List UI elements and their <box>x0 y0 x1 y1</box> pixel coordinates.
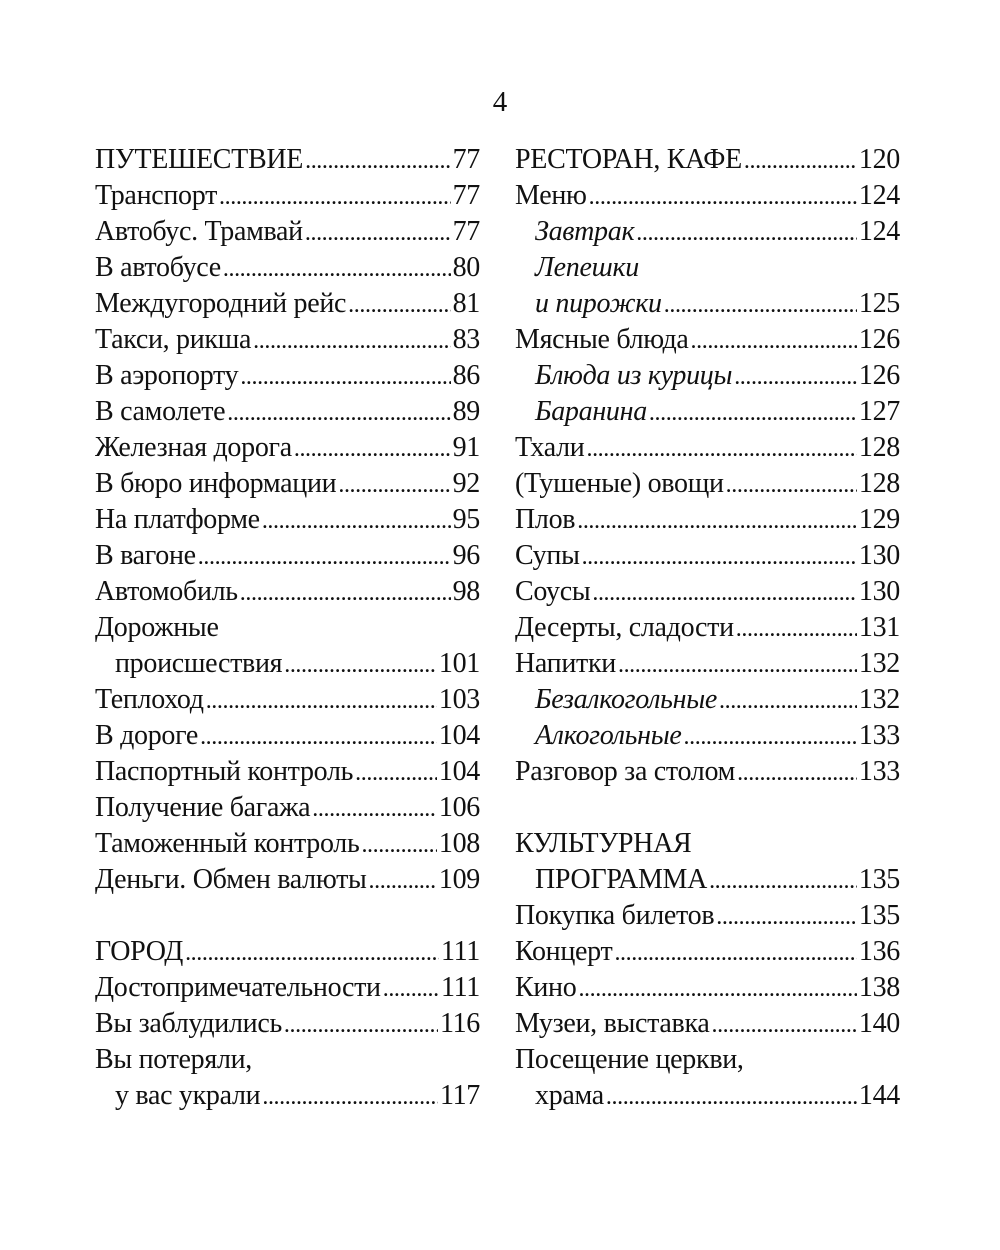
entry-label: Кино <box>515 972 577 1003</box>
toc-entry-heading <box>95 1042 480 1078</box>
entry-label: Вы заблудились <box>95 1008 282 1039</box>
dot-leader <box>355 754 437 791</box>
entry-page: 92 <box>452 468 480 499</box>
dot-leader <box>369 862 437 899</box>
entry-page: 98 <box>452 576 480 607</box>
dot-leader <box>206 682 437 719</box>
toc-entry <box>515 934 900 970</box>
toc-entry <box>515 1006 900 1042</box>
entry-label: Паспортный контроль <box>95 756 354 787</box>
toc-entry <box>515 898 900 934</box>
dot-leader <box>589 178 857 215</box>
dot-leader <box>636 214 857 251</box>
entry-label: Музеи, выставка <box>515 1008 710 1039</box>
toc-entry <box>515 574 900 610</box>
entry-label: Мясные блюда <box>515 324 689 355</box>
entry-page: 111 <box>440 936 480 967</box>
dot-leader <box>262 502 451 539</box>
dot-leader <box>185 934 439 971</box>
entry-page: 111 <box>440 972 480 1003</box>
entry-label: Автобус. Трамвай <box>95 216 303 247</box>
entry-page: 101 <box>438 648 480 679</box>
dot-leader <box>582 538 857 575</box>
entry-page: 104 <box>438 720 480 751</box>
dot-leader <box>383 970 439 1007</box>
entry-page: 77 <box>452 216 480 247</box>
dot-leader <box>578 970 856 1007</box>
toc-entry <box>95 790 480 826</box>
entry-page: 104 <box>438 756 480 787</box>
dot-leader <box>649 394 857 431</box>
entry-page: 86 <box>452 360 480 391</box>
entry-page: 116 <box>439 1008 480 1039</box>
toc-entry <box>95 178 480 214</box>
toc-entry <box>95 394 480 430</box>
toc-entry <box>515 178 900 214</box>
dot-leader <box>592 574 857 611</box>
entry-page: 126 <box>858 324 900 355</box>
toc-entry <box>515 754 900 790</box>
toc-entry <box>515 466 900 502</box>
toc-entry <box>95 430 480 466</box>
toc-entry <box>515 610 900 646</box>
entry-label: Таможенный контроль <box>95 828 360 859</box>
entry-page: 77 <box>452 144 480 175</box>
entry-page: 135 <box>858 900 900 931</box>
toc-entry <box>95 826 480 862</box>
entry-label: Плов <box>515 504 576 535</box>
entry-label: ПРОГРАММА <box>535 864 708 895</box>
entry-page: 131 <box>858 612 900 643</box>
entry-page: 80 <box>452 252 480 283</box>
toc-entry <box>95 970 480 1006</box>
entry-label: (Тушеные) овощи <box>515 468 724 499</box>
dot-leader <box>716 898 857 935</box>
toc-entry <box>515 322 900 358</box>
toc-entry-heading <box>515 1042 900 1078</box>
entry-label: Соусы <box>515 576 591 607</box>
toc-entry <box>95 250 480 286</box>
entry-label: Безалкогольные <box>535 684 717 715</box>
toc-entry <box>515 1078 900 1114</box>
dot-leader <box>361 826 436 863</box>
toc-entry <box>95 718 480 754</box>
dot-leader <box>200 718 437 755</box>
toc-entry <box>95 862 480 898</box>
toc-entry <box>95 538 480 574</box>
toc-subentry <box>515 718 900 754</box>
toc-entry <box>95 502 480 538</box>
entry-label: Междугородний рейс <box>95 288 347 319</box>
entry-label: КУЛЬТУРНАЯ <box>515 828 692 859</box>
dot-leader <box>664 286 857 323</box>
entry-page: 120 <box>858 144 900 175</box>
dot-leader <box>586 430 856 467</box>
entry-label: ГОРОД <box>95 936 184 967</box>
entry-label: В вагоне <box>95 540 196 571</box>
entry-page: 136 <box>858 936 900 967</box>
dot-leader <box>618 646 857 683</box>
entry-label: Блюда из курицы <box>535 360 733 391</box>
toc-entry <box>95 1006 480 1042</box>
entry-page: 108 <box>438 828 480 859</box>
entry-label: и пирожки <box>535 288 662 319</box>
dot-leader <box>240 574 451 611</box>
dot-leader <box>312 790 437 827</box>
toc-left-column <box>95 142 480 1114</box>
dot-leader <box>691 322 857 359</box>
entry-page: 128 <box>858 432 900 463</box>
entry-label: Получение багажа <box>95 792 311 823</box>
entry-label: Посещение церкви, <box>515 1044 744 1075</box>
page-number: 4 <box>492 86 508 118</box>
dot-leader <box>219 178 451 215</box>
entry-page: 132 <box>858 648 900 679</box>
entry-page: 140 <box>858 1008 900 1039</box>
toc-subentry <box>515 214 900 250</box>
entry-label: Баранина <box>535 396 647 427</box>
toc-subentry <box>515 682 900 718</box>
entry-label: В аэропорту <box>95 360 239 391</box>
dot-leader <box>577 502 857 539</box>
dot-leader <box>284 646 437 683</box>
dot-leader <box>348 286 450 323</box>
dot-leader <box>305 142 451 179</box>
toc-entry <box>95 754 480 790</box>
entry-page: 126 <box>858 360 900 391</box>
dot-leader <box>253 322 450 359</box>
entry-page: 96 <box>452 540 480 571</box>
dot-leader <box>734 358 857 395</box>
toc-entry <box>95 358 480 394</box>
dot-leader <box>737 754 857 791</box>
entry-label: ПУТЕШЕСТВИЕ <box>95 144 304 175</box>
toc-entry <box>95 322 480 358</box>
entry-page: 91 <box>452 432 480 463</box>
entry-page: 89 <box>452 396 480 427</box>
toc-entry <box>95 574 480 610</box>
dot-leader <box>606 1078 857 1115</box>
entry-page: 133 <box>858 756 900 787</box>
toc-entry <box>95 682 480 718</box>
entry-page: 124 <box>858 180 900 211</box>
toc-right-column <box>515 142 900 1114</box>
toc-entry-heading <box>95 610 480 646</box>
dot-leader <box>305 214 451 251</box>
entry-label: Покупка билетов <box>515 900 715 931</box>
entry-page: 103 <box>438 684 480 715</box>
entry-label: Вы потеряли, <box>95 1044 253 1075</box>
entry-page: 138 <box>858 972 900 1003</box>
entry-page: 81 <box>452 288 480 319</box>
entry-page: 129 <box>858 504 900 535</box>
entry-label: Меню <box>515 180 587 211</box>
dot-leader <box>262 1078 438 1115</box>
entry-page: 124 <box>858 216 900 247</box>
entry-label: На платформе <box>95 504 260 535</box>
entry-page: 133 <box>858 720 900 751</box>
entry-label: В бюро информации <box>95 468 337 499</box>
entry-page: 106 <box>438 792 480 823</box>
entry-label: Концерт <box>515 936 613 967</box>
entry-label: Алкогольные <box>535 720 682 751</box>
toc-entry <box>515 502 900 538</box>
entry-label: Лепешки <box>535 252 639 283</box>
entry-page: 132 <box>858 684 900 715</box>
dot-leader <box>711 1006 856 1043</box>
dot-leader <box>614 934 856 971</box>
entry-label: храма <box>535 1080 604 1111</box>
entry-page: 77 <box>452 180 480 211</box>
entry-page: 127 <box>858 396 900 427</box>
dot-leader <box>736 610 857 647</box>
toc-entry <box>95 466 480 502</box>
entry-page: 135 <box>858 864 900 895</box>
entry-page: 128 <box>858 468 900 499</box>
entry-label: Дорожные <box>95 612 219 643</box>
toc-entry <box>515 646 900 682</box>
toc-entry-heading <box>515 826 900 862</box>
entry-label: Достопримечательности <box>95 972 381 1003</box>
toc-subentry-heading <box>515 250 900 286</box>
toc-entry <box>515 142 900 178</box>
toc-entry <box>515 538 900 574</box>
entry-page: 144 <box>858 1080 900 1111</box>
entry-page: 130 <box>858 576 900 607</box>
entry-label: Такси, рикша <box>95 324 252 355</box>
dot-leader <box>744 142 857 179</box>
toc-entry <box>95 142 480 178</box>
toc-entry <box>95 646 480 682</box>
dot-leader <box>227 394 450 431</box>
section-gap <box>95 898 480 934</box>
dot-leader <box>338 466 450 503</box>
dot-leader <box>726 466 857 503</box>
entry-page: 117 <box>439 1080 480 1111</box>
section-gap <box>515 790 900 826</box>
entry-label: Теплоход <box>95 684 204 715</box>
entry-label: Супы <box>515 540 580 571</box>
toc-entry <box>515 430 900 466</box>
entry-label: Напитки <box>515 648 616 679</box>
toc-entry <box>515 862 900 898</box>
entry-label: Автомобиль <box>95 576 238 607</box>
entry-label: Железная дорога <box>95 432 292 463</box>
toc-entry <box>95 1078 480 1114</box>
dot-leader <box>223 250 451 287</box>
entry-label: Транспорт <box>95 180 218 211</box>
toc-entry <box>515 970 900 1006</box>
entry-label: В дороге <box>95 720 199 751</box>
entry-label: у вас украли <box>115 1080 261 1111</box>
dot-leader <box>684 718 857 755</box>
entry-label: Завтрак <box>535 216 635 247</box>
dot-leader <box>294 430 451 467</box>
entry-page: 125 <box>858 288 900 319</box>
dot-leader <box>240 358 450 395</box>
entry-label: В автобусе <box>95 252 221 283</box>
dot-leader <box>719 682 857 719</box>
entry-label: Тхали <box>515 432 585 463</box>
toc-entry <box>95 934 480 970</box>
entry-page: 83 <box>452 324 480 355</box>
dot-leader <box>198 538 451 575</box>
dot-leader <box>284 1006 438 1043</box>
entry-page: 109 <box>438 864 480 895</box>
dot-leader <box>709 862 857 899</box>
entry-page: 130 <box>858 540 900 571</box>
toc-entry <box>95 214 480 250</box>
entry-label: Десерты, сладости <box>515 612 734 643</box>
entry-label: происшествия <box>115 648 283 679</box>
toc-subentry <box>515 358 900 394</box>
entry-label: РЕСТОРАН, КАФЕ <box>515 144 742 175</box>
entry-page: 95 <box>452 504 480 535</box>
entry-label: В самолете <box>95 396 226 427</box>
entry-label: Разговор за столом <box>515 756 736 787</box>
entry-label: Деньги. Обмен валюты <box>95 864 367 895</box>
toc-subentry <box>515 394 900 430</box>
toc-entry <box>95 286 480 322</box>
toc-subentry <box>515 286 900 322</box>
